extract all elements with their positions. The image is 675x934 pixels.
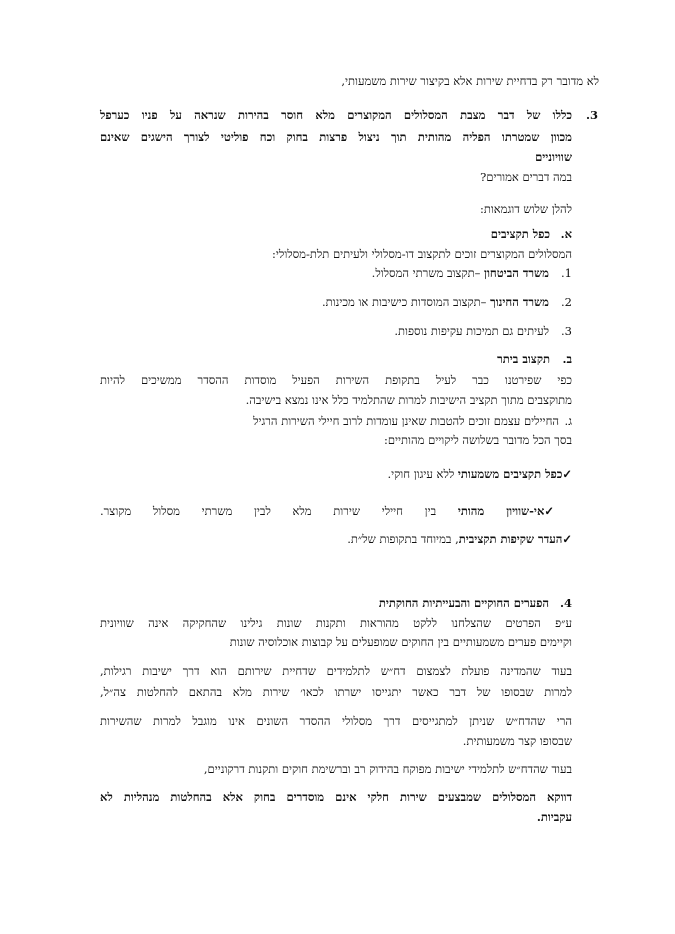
section-3-number: 3.: [585, 108, 598, 122]
item-b-title: תקצוב ביתר: [497, 352, 550, 366]
section-3-intro: להלן שלוש דוגמאות:: [479, 202, 572, 216]
section-4-p5-line-2: עקביות.: [536, 810, 572, 824]
section-4-p4: בעוד שהדח״ש לתלמידי ישיבות מפוקח בהידוק רב וברשימת חוקים ותקנות דרקוניים,: [203, 762, 572, 776]
item-a-intro: המסלולים המקוצרים זוכים לתקצוב דו-מסלולי ולעיתים תלת-מסלולי:: [272, 247, 572, 261]
item-a-title: כפל תקציבים: [490, 227, 550, 241]
item-g-marker: ג.: [564, 414, 572, 428]
section-4-number: 4.: [559, 596, 572, 610]
item-g-line-1: החיילים עצמם זוכים להטבות שאינן עומדות לרוב חיילי השירות הרגיל: [253, 414, 559, 428]
section-4-p3-line-2: שבסופו קצר משמעותית.: [462, 734, 572, 748]
section-4-p1-line-1: ע״פ הפרטים שהצלחנו ללקט מהוראות ותקנות שונות גילינו שהחקיקה אינה שוויונית: [100, 616, 572, 630]
item-b-line-2: מתוקצבים מתוך תקציב הישיבות למרות שהתלמיד כלל אינו נמצא בישיבה.: [245, 393, 572, 407]
item-a-1-number: 1.: [561, 266, 572, 280]
check-item-1: ✓כפל תקציבים משמעותי ללא עיגון חוקי.: [387, 467, 572, 481]
section-4-p2-line-2: למרות שבסופו של דבר כאשר יתגייסו ישרתו לכאו׳ שירות מלא בהתאם להחלטות צה״ל,: [100, 685, 572, 699]
item-a-3-number: 3.: [561, 324, 572, 338]
section-3-heading-line-2: מכוון שמטרתו הפליה מהותית תוך ניצול פרצות בחוק וכח פוליטי לצורך הישגים שאינם: [100, 130, 572, 144]
item-a-2-text: משרד החינוך –תקצוב המוסדות כישיבות או מכינות.: [322, 295, 549, 309]
section-4-p3-line-1: הרי שהדח״ש שניתן למתגייסים דרך מסלולי ההסדר השונים אינו מוגבל למרות שהשירות: [100, 714, 572, 728]
top-line: לא מדובר רק בדחיית שירות אלא בקיצור שירות משמעותי,: [341, 74, 599, 88]
section-4-p1-line-2: וקיימים פערים משמעותיים בין החוקים שמופעלים על קבוצות אוכלוסיה שונות: [229, 635, 572, 649]
item-a-2-number: 2.: [561, 295, 572, 309]
checkmark-icon: ✓: [562, 467, 572, 481]
item-b-marker: ב.: [562, 352, 572, 366]
section-4-p2-line-1: בעוד שהמדינה פועלת לצמצום דח״ש לתלמידים שדחיית שירותם הוא דרך ישיבות רגילות,: [100, 664, 572, 678]
item-a-3-text: לעיתים גם תמיכות עקיפות נוספות.: [394, 324, 549, 338]
section-3-heading-line-1: כללו של דבר מצבת המסלולים המקוצרים מלא חוסר בהירות שנראה על פניו כערפל: [100, 108, 572, 122]
item-b-line-1: כפי שפירטנו כבר לעיל בתקופת השירות הפעיל מוסדות ההסדר ממשיכים להיות: [100, 373, 572, 387]
item-a-marker: א.: [560, 227, 572, 241]
section-4-p5-line-1: דווקא המסלולים שמבצעים שירות חלקי אינם מוסדרים בחוק אלא בהחלטות מנהליות לא: [100, 790, 572, 804]
item-g-line-2: בסך הכל מדובר בשלושה ליקויים מהותיים:: [383, 433, 572, 447]
item-a-1-text: משרד הביטחון –תקצוב משרתי המסלול.: [371, 266, 549, 280]
checkmark-icon: ✓: [562, 532, 572, 546]
check-item-3: ✓העדר שקיפות תקציבית, במיוחד בתקופות של״ת.: [347, 532, 572, 546]
check-item-2: ✓אי-שוויון מהותי בין חיילי שירות מלא לבין משרתי מסלול מקוצר.: [100, 504, 573, 518]
checkmark-icon: ✓: [544, 504, 573, 518]
section-4-heading: הפערים החוקיים והבעייתיות החוקתית: [378, 596, 549, 610]
section-3-question: במה דברים אמורים?: [480, 170, 572, 184]
section-3-heading-line-3: שוויוניים: [535, 150, 572, 164]
